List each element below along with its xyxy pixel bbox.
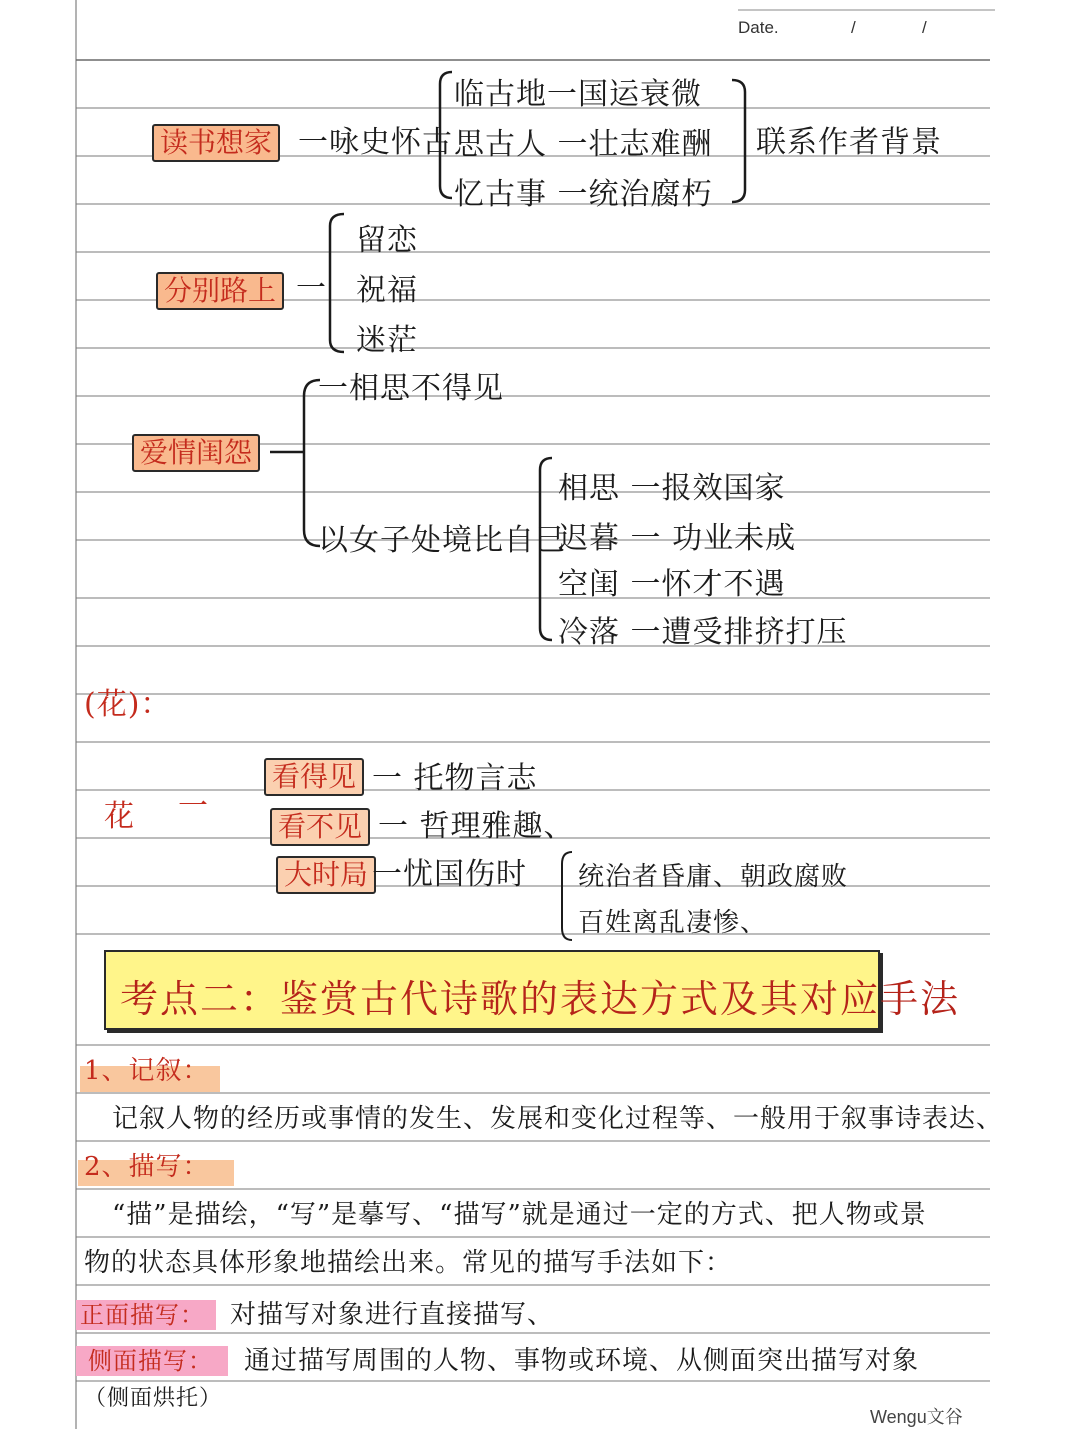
list-item: 思古人 一壮志难酬 [454,127,713,162]
point-body: 记叙人物的经历或事情的发生、发展和变化过程等、一般用于叙事诗表达、 [112,1104,1004,1134]
flower-label: 花 [104,799,135,834]
note-text: （侧面烘托） [84,1386,223,1411]
list-item: 百姓离乱凄惨、 [578,908,768,938]
point-heading: 1、记叙： [84,1056,210,1086]
list-item: 留恋 [356,223,418,258]
list-item: 统治者昏庸、朝政腐败 [578,862,849,892]
topic-box-visible: 看得见 [264,758,364,796]
list-item: 一 托物言志 [372,761,538,796]
date-label: Date. [738,18,779,37]
list-item: 一忧国伤时 [372,857,527,892]
topic-box-love: 爱情闺怨 [132,434,260,472]
branch-label: 以女子处境比自己 [318,523,566,558]
point-body: “描”是描绘，“写”是摹写、“描写”就是通过一定的方式、把人物或景 [112,1200,927,1230]
summary-text: 联系作者背景 [756,125,942,160]
list-item: 迷茫 [356,323,418,358]
method-text: 通过描写周围的人物、事物或环境、从侧面突出描写对象 [244,1346,920,1376]
list-item: 相思 一报效国家 [558,471,786,506]
page-title: 考点二：鉴赏古代诗歌的表达方式及其对应手法 [120,977,961,1021]
section-header: (花)： [84,687,172,722]
dash: 一 [178,789,209,824]
dash: 一 [296,271,327,306]
list-item: 忆古事 一统治腐朽 [454,177,713,212]
list-item: 迟暮 一 功业未成 [558,521,797,556]
method-label: 侧面描写： [88,1347,213,1375]
point-heading: 2、描写： [84,1152,210,1182]
topic-branch-label: 一咏史怀古 [298,125,453,160]
point-body: 物的状态具体形象地描绘出来。常见的描写手法如下： [84,1248,733,1278]
date-slash: / [922,18,927,37]
topic-box-situation: 大时局 [276,856,376,894]
list-item: 冷落 一遭受排挤打压 [558,615,848,650]
branch-label: 一相思不得见 [318,371,504,406]
watermark-logo: Wengu文谷 [870,1407,963,1427]
list-item: 一 哲理雅趣、 [378,809,575,844]
method-text: 对描写对象进行直接描写、 [230,1300,555,1330]
topic-box-parting: 分别路上 [156,272,284,310]
topic-box-invisible: 看不见 [270,808,370,846]
list-item: 临古地一国运衰微 [454,77,702,112]
date-slash: / [851,18,856,37]
list-item: 祝福 [356,273,418,308]
topic-box-reading: 读书想家 [152,124,280,162]
method-label: 正面描写： [80,1301,205,1329]
list-item: 空闺 一怀才不遇 [558,567,786,602]
